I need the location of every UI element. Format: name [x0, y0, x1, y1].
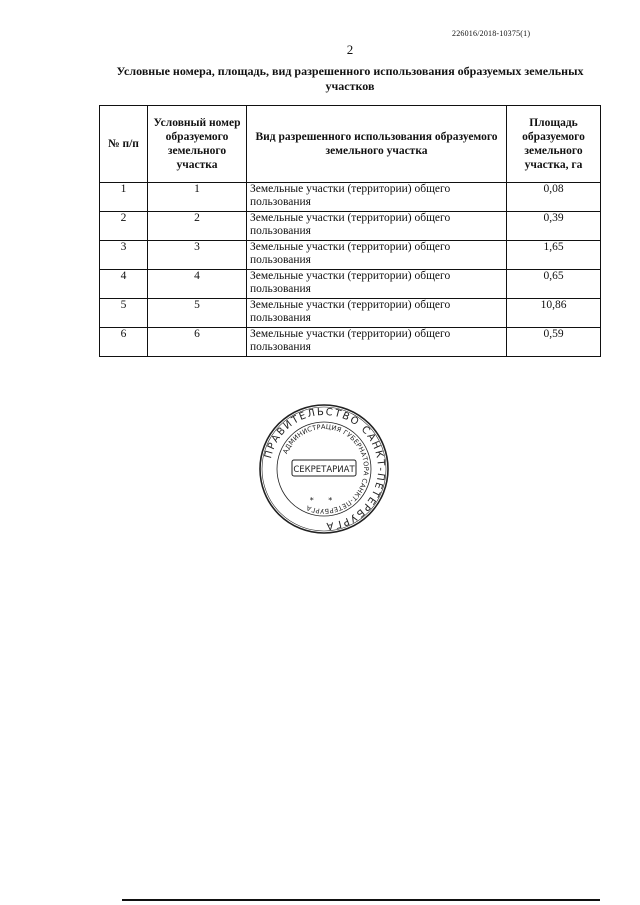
column-header-area: Площадь образуемого земельного участка, га [507, 106, 601, 183]
conditional-number-cell: 2 [148, 212, 247, 241]
area-cell: 0,08 [507, 183, 601, 212]
permitted-use-cell: Земельные участки (территории) общего пользования [247, 241, 507, 270]
row-number-cell: 4 [100, 270, 148, 299]
seal-stars: * * [309, 496, 339, 505]
row-number-cell: 2 [100, 212, 148, 241]
document-number: 226016/2018-10375(1) [452, 29, 531, 38]
column-header-conditional-number: Условный номер образуемого земельного участка [148, 106, 247, 183]
table-header-row [100, 106, 601, 183]
conditional-number-cell: 3 [148, 241, 247, 270]
column-header-permitted-use: Вид разрешенного использования образуемого земельного участка [247, 106, 507, 183]
table-row [100, 212, 601, 241]
table-row [100, 328, 601, 357]
bottom-rule [122, 899, 600, 901]
conditional-number-cell: 5 [148, 299, 247, 328]
permitted-use-cell: Земельные участки (территории) общего пользования [247, 270, 507, 299]
area-cell: 0,65 [507, 270, 601, 299]
permitted-use-cell: Земельные участки (территории) общего пользования [247, 299, 507, 328]
land-parcels-table [99, 105, 601, 357]
page-title: Условные номера, площадь, вид разрешенного использования образуемых земельных участков [116, 64, 584, 93]
row-number-cell: 5 [100, 299, 148, 328]
row-number-cell: 1 [100, 183, 148, 212]
conditional-number-cell: 4 [148, 270, 247, 299]
column-header-number: № п/п [100, 106, 148, 183]
seal-center-text: СЕКРЕТАРИАТ [293, 465, 355, 475]
page-number: 2 [346, 42, 354, 57]
seal-graphic [258, 403, 390, 535]
permitted-use-cell: Земельные участки (территории) общего пользования [247, 212, 507, 241]
official-seal [258, 403, 390, 535]
area-cell: 10,86 [507, 299, 601, 328]
row-number-cell: 6 [100, 328, 148, 357]
area-cell: 1,65 [507, 241, 601, 270]
table-row [100, 299, 601, 328]
row-number-cell: 3 [100, 241, 148, 270]
permitted-use-cell: Земельные участки (территории) общего пользования [247, 183, 507, 212]
table-row [100, 183, 601, 212]
conditional-number-cell: 6 [148, 328, 247, 357]
area-cell: 0,39 [507, 212, 601, 241]
permitted-use-cell: Земельные участки (территории) общего пользования [247, 328, 507, 357]
seal-outer-text: ПРАВИТЕЛЬСТВО САНКТ-ПЕТЕРБУРГА [263, 406, 387, 532]
seal-inner-text: АДМИНИСТРАЦИЯ ГУБЕРНАТОРА САНКТ-ПЕТЕРБУРГА [281, 422, 371, 516]
table-row [100, 270, 601, 299]
table-row [100, 241, 601, 270]
area-cell: 0,59 [507, 328, 601, 357]
conditional-number-cell: 1 [148, 183, 247, 212]
